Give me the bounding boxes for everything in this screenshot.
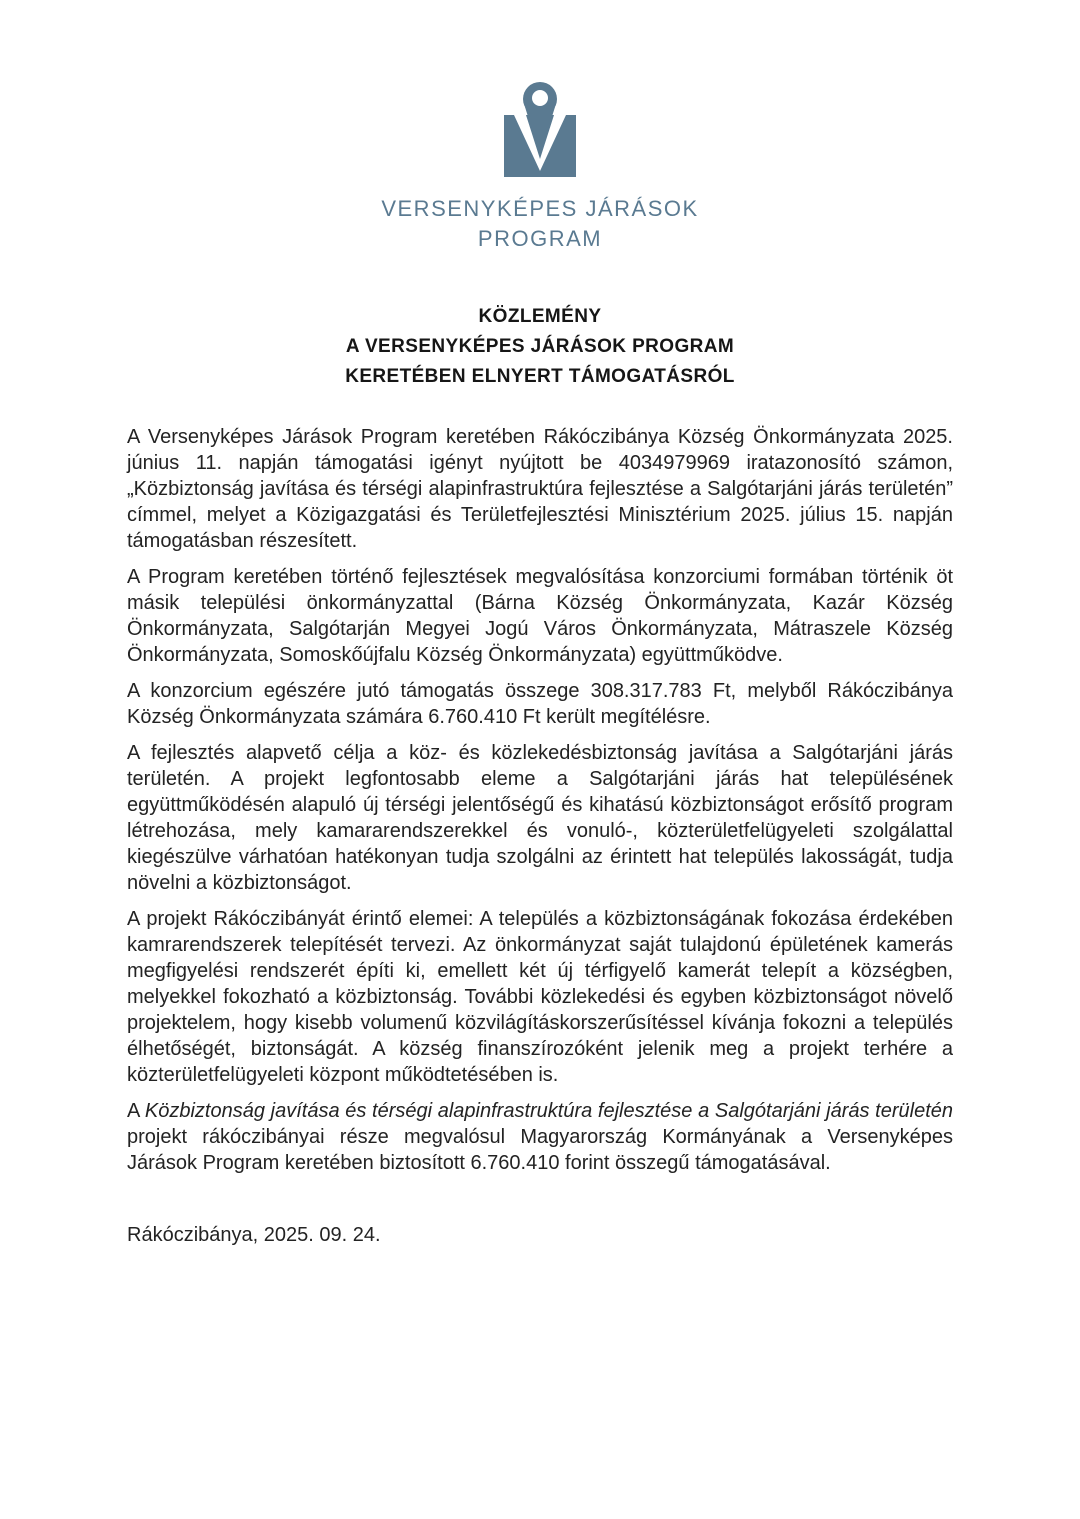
logo-wordmark-line-1: VERSENYKÉPES JÁRÁSOK — [381, 196, 699, 221]
paragraph-6-suffix: projekt rákóczibányai része megvalósul Magyarország Kormányának a Versenyképes Járások Program keretében biztosított 6.760.410 forint összegű támogatásával. — [127, 1126, 953, 1174]
paragraph-1: A Versenyképes Járások Program keretében Rákóczibánya Község Önkormányzata 2025. június 11. napján támogatási igényt nyújtott be 4034979969 iratazonosító számon, „Közbiztonság javítása és térségi alapinfrastruktúra fejlesztése a Salgótarjáni járás területén” címmel, melyet a Közigazgatási és Területfejlesztési Minisztérium 2025. július 15. napján támogatásban részesített. — [127, 426, 953, 552]
paragraph-3: A konzorcium egészére jutó támogatás összege 308.317.783 Ft, melyből Rákóczibánya Község Önkormányzata számára 6.760.410 Ft került megítélésre. — [127, 680, 953, 728]
map-pin-logo-icon — [500, 79, 580, 183]
paragraph-2: A Program keretében történő fejlesztések megvalósítása konzorciumi formában történik öt másik települési önkormányzattal (Bárna Község Önkormányzata, Kazár Község Önkormányzata, Salgótarján Megyei Jogú Város Önkormányzata, Mátraszele Község Önkormányzata, Somoskőújfalu Község Önkormányzata) együttműködve. — [127, 566, 953, 666]
paragraph-5: A projekt Rákóczibányát érintő elemei: A település a közbiztonságának fokozása érdekében kamrarendszerek telepítését tervezi. Az önkormányzat saját tulajdonú épületének kamerás megfigyelési rendszerét építi ki, emellett két új térfigyelő kamerát telepít a községben, melyekkel fokozható a közbiztonság. További közlekedési és egyben közbiztonságot növelő projektelem, hogy kisebb volumenű közvilágításkorszerűsítéssel kívánja fokozni a település élhetőségét, biztonságát. A község finanszírozóként jelenik meg a projekt terhére a közterületfelügyeleti központ működtetésében is. — [127, 908, 953, 1086]
dateline: Rákóczibánya, 2025. 09. 24. — [127, 1224, 381, 1246]
project-title-italic: Közbiztonság javítása és térségi alapinfrastruktúra fejlesztése a Salgótarjáni járás területén — [144, 1100, 953, 1122]
document-title-line-2: A VERSENYKÉPES JÁRÁSOK PROGRAM — [345, 336, 735, 357]
document-title-line-3: KERETÉBEN ELNYERT TÁMOGATÁSRÓL — [345, 366, 735, 387]
document-body — [127, 424, 953, 1176]
program-logo — [127, 0, 953, 254]
paragraph-6-prefix: A — [127, 1100, 145, 1122]
program-logo-wordmark — [127, 194, 953, 254]
document-title — [127, 302, 953, 392]
paragraph-4: A fejlesztés alapvető célja a köz- és közlekedésbiztonság javítása a Salgótarjáni járás területén. A projekt legfontosabb eleme a Salgótarjáni járás hat településének együttműködésén alapuló új térségi jelentőségű és kihatású közbiztonságot erősítő program létrehozása, mely kamararendszerekkel és vonuló-, közterületfelügyeleti szolgálattal kiegészülve várhatóan hatékonyan tudja szolgálni az érintett hat település lakosságát, tudja növelni a közbiztonságot. — [127, 742, 953, 894]
paragraph-6 — [127, 1098, 953, 1176]
document-title-line-1: KÖZLEMÉNY — [478, 306, 602, 327]
logo-wordmark-line-2: PROGRAM — [477, 226, 603, 251]
